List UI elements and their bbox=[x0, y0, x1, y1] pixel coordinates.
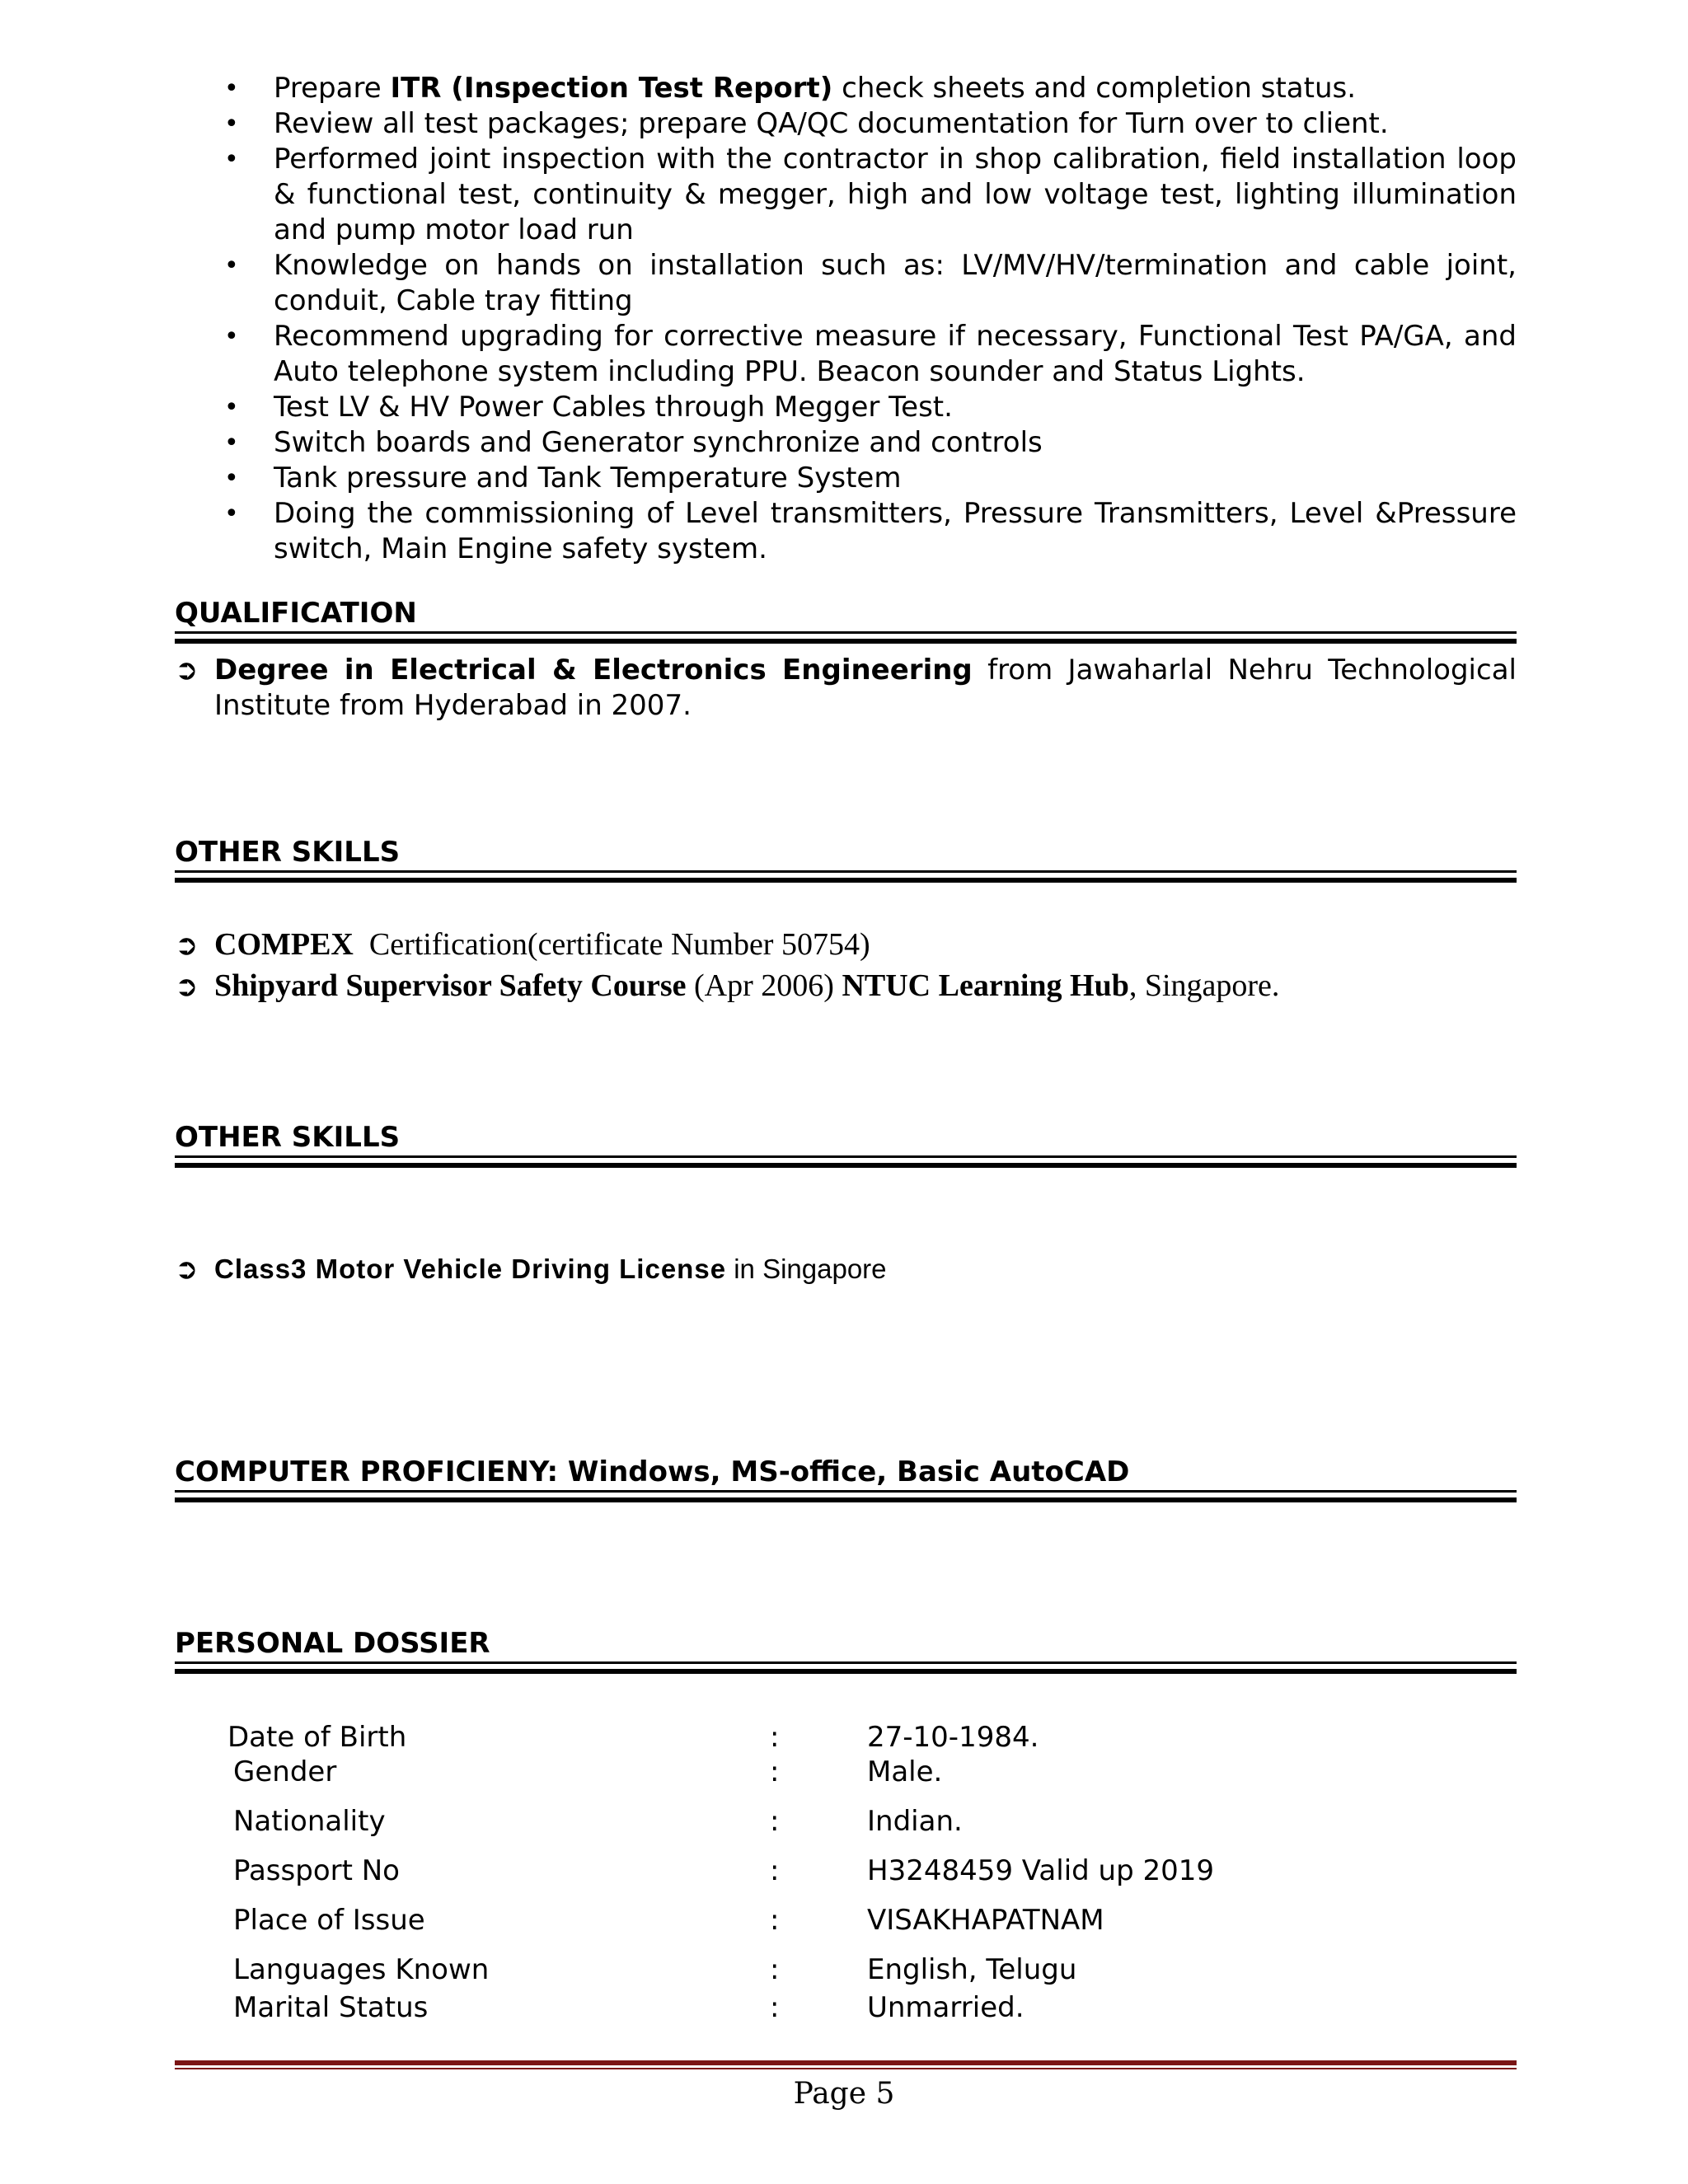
list-item: • Knowledge on hands on installation such as: LV/MV/HV/termination and cable joint, conduit, Cable tray fitting bbox=[224, 248, 1517, 319]
arrow-bullet-icon: ➲ bbox=[175, 654, 199, 687]
other-skills-heading: OTHER SKILLS bbox=[175, 836, 401, 869]
dossier-label: Nationality bbox=[233, 1805, 386, 1838]
list-item: • Tank pressure and Tank Temperature System bbox=[224, 461, 1517, 496]
skill-item-compex: ➲ COMPEX Certification(certificate Number 50754) bbox=[175, 927, 870, 962]
list-item: • Prepare ITR (Inspection Test Report) check sheets and completion status. bbox=[224, 71, 1517, 106]
skill-item-driving-license: ➲ Class3 Motor Vehicle Driving License in Singapore bbox=[175, 1253, 887, 1286]
dossier-label: Gender bbox=[233, 1755, 337, 1788]
footer-divider bbox=[175, 2060, 1517, 2069]
skill-item-safety-course: ➲ Shipyard Supervisor Safety Course (Apr 2006) NTUC Learning Hub, Singapore. bbox=[175, 968, 1280, 1003]
section-divider bbox=[175, 1661, 1517, 1674]
other-skills-heading-2: OTHER SKILLS bbox=[175, 1121, 401, 1154]
section-divider bbox=[175, 870, 1517, 883]
arrow-bullet-icon: ➲ bbox=[175, 929, 199, 962]
responsibilities-list bbox=[224, 71, 1517, 567]
dossier-separator: : bbox=[770, 1755, 780, 1788]
list-item: • Test LV & HV Power Cables through Megger Test. bbox=[224, 390, 1517, 425]
section-divider bbox=[175, 631, 1517, 644]
degree-title: Degree in Electrical & Electronics Engineering bbox=[214, 654, 973, 687]
list-item: • Switch boards and Generator synchronize and controls bbox=[224, 425, 1517, 461]
section-divider bbox=[175, 1155, 1517, 1168]
dossier-value: H3248459 Valid up 2019 bbox=[867, 1854, 1214, 1887]
list-item: • Review all test packages; prepare QA/QC documentation for Turn over to client. bbox=[224, 106, 1517, 142]
dossier-label: Passport No bbox=[233, 1854, 400, 1887]
dossier-value: VISAKHAPATNAM bbox=[867, 1904, 1104, 1937]
dossier-separator: : bbox=[770, 1854, 780, 1887]
dossier-value: Unmarried. bbox=[867, 1991, 1025, 2024]
personal-dossier-heading: PERSONAL DOSSIER bbox=[175, 1627, 490, 1660]
dossier-label: Date of Birth bbox=[227, 1721, 407, 1754]
dossier-value: Male. bbox=[867, 1755, 943, 1788]
dossier-label: Marital Status bbox=[233, 1991, 429, 2024]
qualification-heading: QUALIFICATION bbox=[175, 597, 417, 630]
dossier-separator: : bbox=[770, 1953, 780, 1986]
list-item: • Doing the commissioning of Level transmitters, Pressure Transmitters, Level &Pressure switch, Main Engine safety system. bbox=[224, 496, 1517, 567]
dossier-label: Place of Issue bbox=[233, 1904, 425, 1937]
dossier-separator: : bbox=[770, 1991, 780, 2024]
dossier-separator: : bbox=[770, 1904, 780, 1937]
dossier-label: Languages Known bbox=[233, 1953, 490, 1986]
degree-detail: from Jawaharlal Nehru Technological Institute from Hyderabad in 2007. bbox=[214, 654, 1517, 722]
dossier-separator: : bbox=[770, 1805, 780, 1838]
dossier-value: 27-10-1984. bbox=[867, 1721, 1039, 1754]
dossier-value: English, Telugu bbox=[867, 1953, 1077, 1986]
dossier-separator: : bbox=[770, 1721, 780, 1754]
qualification-entry bbox=[175, 653, 1517, 722]
arrow-bullet-icon: ➲ bbox=[175, 970, 199, 1003]
list-item: • Performed joint inspection with the contractor in shop calibration, field installation loop & functional test, continuity & megger, high and low voltage test, lighting illumination and pump motor load run bbox=[224, 142, 1517, 248]
list-item: • Recommend upgrading for corrective measure if necessary, Functional Test PA/GA, and Auto telephone system including PPU. Beacon sounder and Status Lights. bbox=[224, 319, 1517, 390]
page-number: Page 5 bbox=[793, 2077, 895, 2111]
arrow-bullet-icon: ➲ bbox=[175, 1253, 199, 1286]
section-divider bbox=[175, 1490, 1517, 1502]
dossier-value: Indian. bbox=[867, 1805, 963, 1838]
computer-proficiency-heading: COMPUTER PROFICIENY: Windows, MS-office, Basic AutoCAD bbox=[175, 1455, 1130, 1488]
